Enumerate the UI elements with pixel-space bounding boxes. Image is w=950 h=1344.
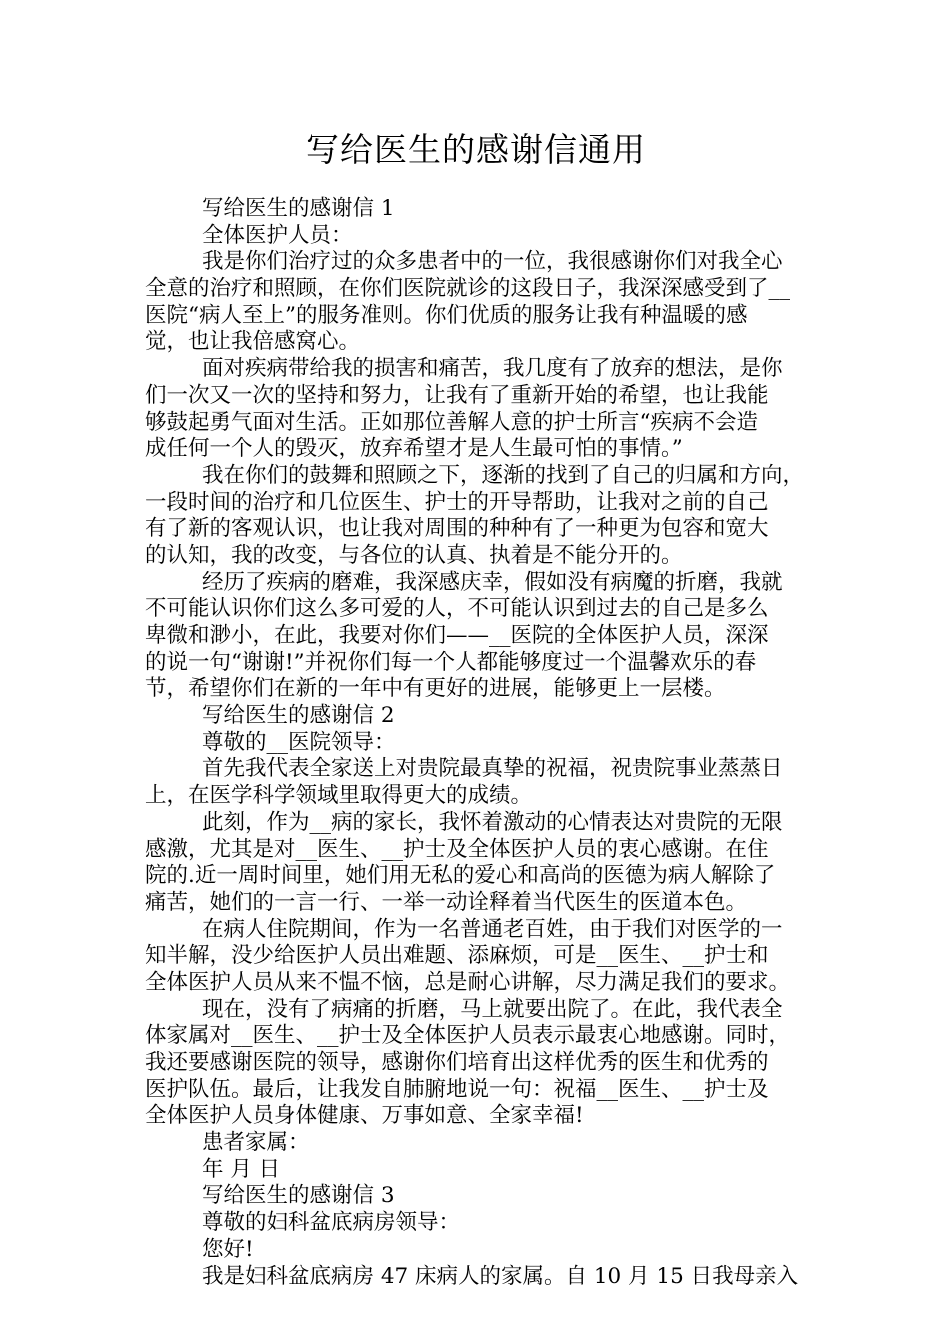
text-line: 我在你们的鼓舞和照顾之下，逐渐的找到了自己的归属和方向， [202,462,805,488]
text-line: 全体医护人员身体健康、万事如意、全家幸福! [145,1103,584,1129]
text-line: 的说一句“谢谢!”并祝你们每一个人都能够度过一个温馨欢乐的春 [145,649,757,675]
text-line: 全意的治疗和照顾，在你们医院就诊的这段日子，我深深感受到了__ [145,276,791,302]
text-line: 有了新的客观认识，也让我对周围的种种有了一种更为包容和宽大 [145,516,769,542]
text-line: 成任何一个人的毁灭，放弃希望才是人生最可怕的事情。” [145,436,683,462]
text-line: 上，在医学科学领域里取得更大的成绩。 [145,783,533,809]
text-line: 写给医生的感谢信 1 [202,196,395,221]
text-line: 医院“病人至上”的服务准则。你们优质的服务让我有种温暖的感 [145,302,748,328]
text-line: 我是妇科盆底病房 47 床病人的家属。自 10 月 15 日我母亲入 [202,1263,799,1289]
text-line: 体家属对__医生、__护士及全体医护人员表示最衷心地感谢。同时， [145,1023,791,1049]
text-line: 一段时间的治疗和几位医生、护士的开导帮助，让我对之前的自己 [145,489,769,515]
text-line: 您好! [202,1236,254,1262]
text-line: 年 月 日 [202,1156,281,1182]
document-page [145,122,807,1290]
text-line: 尊敬的__医院领导： [202,729,396,755]
text-line: 经历了疾病的磨难，我深感庆幸，假如没有病魔的折磨，我就 [202,569,783,595]
text-line: 面对疾病带给我的损害和痛苦，我几度有了放弃的想法，是你 [202,356,783,382]
text-line: 写给医生的感谢信 2 [202,703,395,729]
text-line: 医护队伍。最后，让我发自肺腑地说一句：祝福__医生、__护士及 [145,1076,769,1102]
document-body [145,196,807,1290]
text-line: 院的.近一周时间里，她们用无私的爱心和高尚的医德为病人解除了 [145,863,776,889]
text-line: 我是你们治疗过的众多患者中的一位，我很感谢你们对我全心 [202,249,783,275]
text-line: 觉，也让我倍感窝心。 [145,329,361,355]
text-line: 知半解，没少给医护人员出难题、添麻烦，可是__医生、__护士和 [145,943,769,969]
text-line: 首先我代表全家送上对贵院最真挚的祝福，祝贵院事业蒸蒸日 [202,756,783,782]
text-line: 现在，没有了病痛的折磨，马上就要出院了。在此，我代表全 [202,996,783,1022]
text-line: 感激，尤其是对__医生、__护士及全体医护人员的衷心感谢。在住 [145,836,769,862]
text-line: 在病人住院期间，作为一名普通老百姓，由于我们对医学的一 [202,916,783,942]
text-line: 全体医护人员： [202,222,353,248]
text-line: 们一次又一次的坚持和努力，让我有了重新开始的希望，也让我能 [145,382,769,408]
text-line: 患者家属： [202,1130,310,1156]
text-line: 尊敬的妇科盆底病房领导： [202,1210,461,1236]
document-title: 写给医生的感谢信通用 [306,130,646,169]
text-line: 全体医护人员从来不愠不恼，总是耐心讲解，尽力满足我们的要求。 [145,969,791,995]
text-line: 的认知，我的改变，与各位的认真、执着是不能分开的。 [145,542,683,568]
text-line: 痛苦，她们的一言一行、一举一动诠释着当代医生的医道本色。 [145,889,748,915]
text-line: 节，希望你们在新的一年中有更好的进展，能够更上一层楼。 [145,676,726,702]
text-line: 我还要感谢医院的领导，感谢你们培育出这样优秀的医生和优秀的 [145,1050,769,1075]
text-line: 此刻，作为__病的家长，我怀着激动的心情表达对贵院的无限 [202,809,783,835]
text-line: 卑微和渺小，在此，我要对你们——__医院的全体医护人员，深深 [145,623,769,648]
text-line: 够鼓起勇气面对生活。正如那位善解人意的护士所言“疾病不会造 [145,409,758,435]
text-line: 不可能认识你们这么多可爱的人，不可能认识到过去的自己是多么 [145,596,769,622]
text-line: 写给医生的感谢信 3 [202,1183,395,1209]
